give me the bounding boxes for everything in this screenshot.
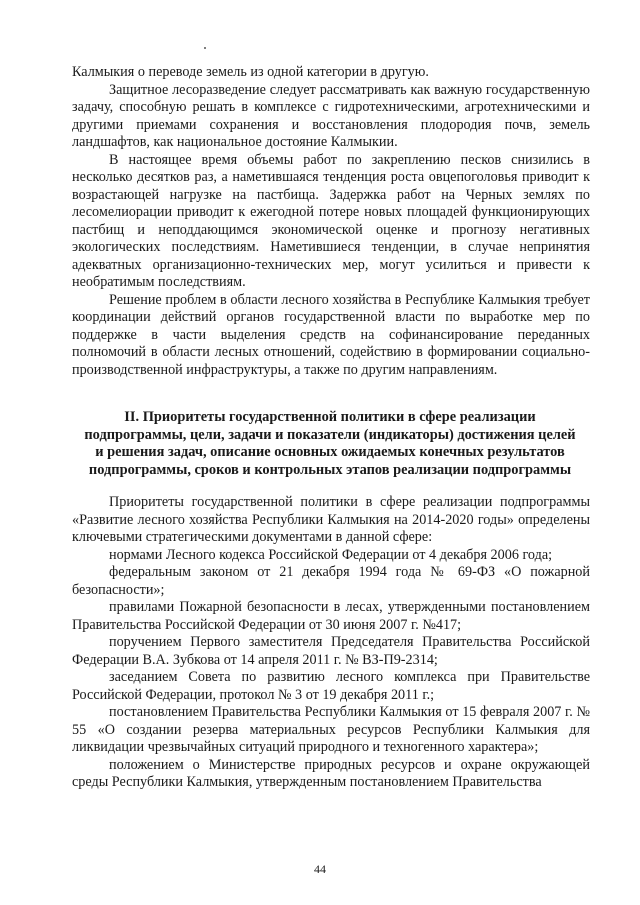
page-number: 44	[314, 862, 326, 876]
heading-line: II. Приоритеты государственной политики в сфере реализации	[124, 409, 536, 425]
list-paragraph: федеральным законом от 21 декабря 1994 года № 69-ФЗ «О пожарной безопасности»;	[72, 564, 590, 598]
heading-line: и решения задач, описание основных ожидаемых конечных результатов	[95, 444, 565, 460]
list-paragraph: положением о Министерстве природных ресурсов и охране окружающей среды Республики Калмыкия, утвержденным постановлением Правительства	[72, 756, 590, 790]
section-heading	[62, 409, 598, 479]
scan-speck	[204, 47, 206, 49]
paragraph: Решение проблем в области лесного хозяйства в Республике Калмыкия требует координации действий органов государственной власти по выработке мер по поддержке в части выделения средств на софинансирование переданных полномочий в области лесных отношений, содействию в формировании социально-производственной инфраструктуры, а также по другим направлениям.	[72, 291, 590, 378]
list-paragraph: поручением Первого заместителя Председателя Правительства Российской Федерации В.А. Зубкова от 14 апреля 2011 г. № ВЗ-П9-2314;	[72, 634, 590, 668]
list-paragraph: нормами Лесного кодекса Российской Федерации от 4 декабря 2006 года;	[109, 546, 553, 563]
heading-line: подпрограммы, цели, задачи и показатели (индикаторы) достижения целей	[84, 426, 576, 443]
body-text-top	[72, 64, 590, 379]
list-paragraph: правилами Пожарной безопасности в лесах, утвержденными постановлением Правительства Российской Федерации от 30 июня 2007 г. №417;	[72, 599, 590, 633]
paragraph: В настоящее время объемы работ по закреплению песков снизились в несколько десятков раз, а наметившаяся тенденция роста овцепоголовья приводит к возрастающей нагрузке на пастбища. Задержка работ на Черных землях по лесомелиорации приводит к ежегодной потере новых площадей функционирующих пастбищ и неподдающимся экономической оценке и прогнозу негативных экологических последствиям. Наметившиеся тенденции, в случае непринятия адекватных организационно-технических мер, могут усилиться и привести к необратимым последствиям.	[72, 151, 590, 290]
body-text-bottom	[72, 494, 590, 792]
list-paragraph: постановлением Правительства Республики Калмыкия от 15 февраля 2007 г. № 55 «О создании резерва материальных ресурсов Республики Калмыкия для ликвидации чрезвычайных ситуаций природного и техногенного характера»;	[72, 704, 590, 755]
paragraph: Калмыкия о переводе земель из одной категории в другую.	[72, 64, 429, 80]
paragraph: Защитное лесоразведение следует рассматривать как важную государственную задачу, способную решать в комплексе с гидротехническими, агротехническими и другими приемами сохранения и восстановления плодородия почв, земель ландшафтов, как национальное достояние Калмыкии.	[72, 81, 590, 150]
paragraph: Приоритеты государственной политики в сфере реализации подпрограммы «Развитие лесного хозяйства Республики Калмыкия на 2014-2020 годы» определены ключевыми стратегическими документами в данной сфере:	[72, 494, 590, 545]
heading-line: подпрограммы, сроков и контрольных этапов реализации подпрограммы	[88, 461, 572, 478]
list-paragraph: заседанием Совета по развитию лесного комплекса при Правительстве Российской Федерации, протокол № 3 от 19 декабря 2011 г.;	[72, 669, 590, 703]
